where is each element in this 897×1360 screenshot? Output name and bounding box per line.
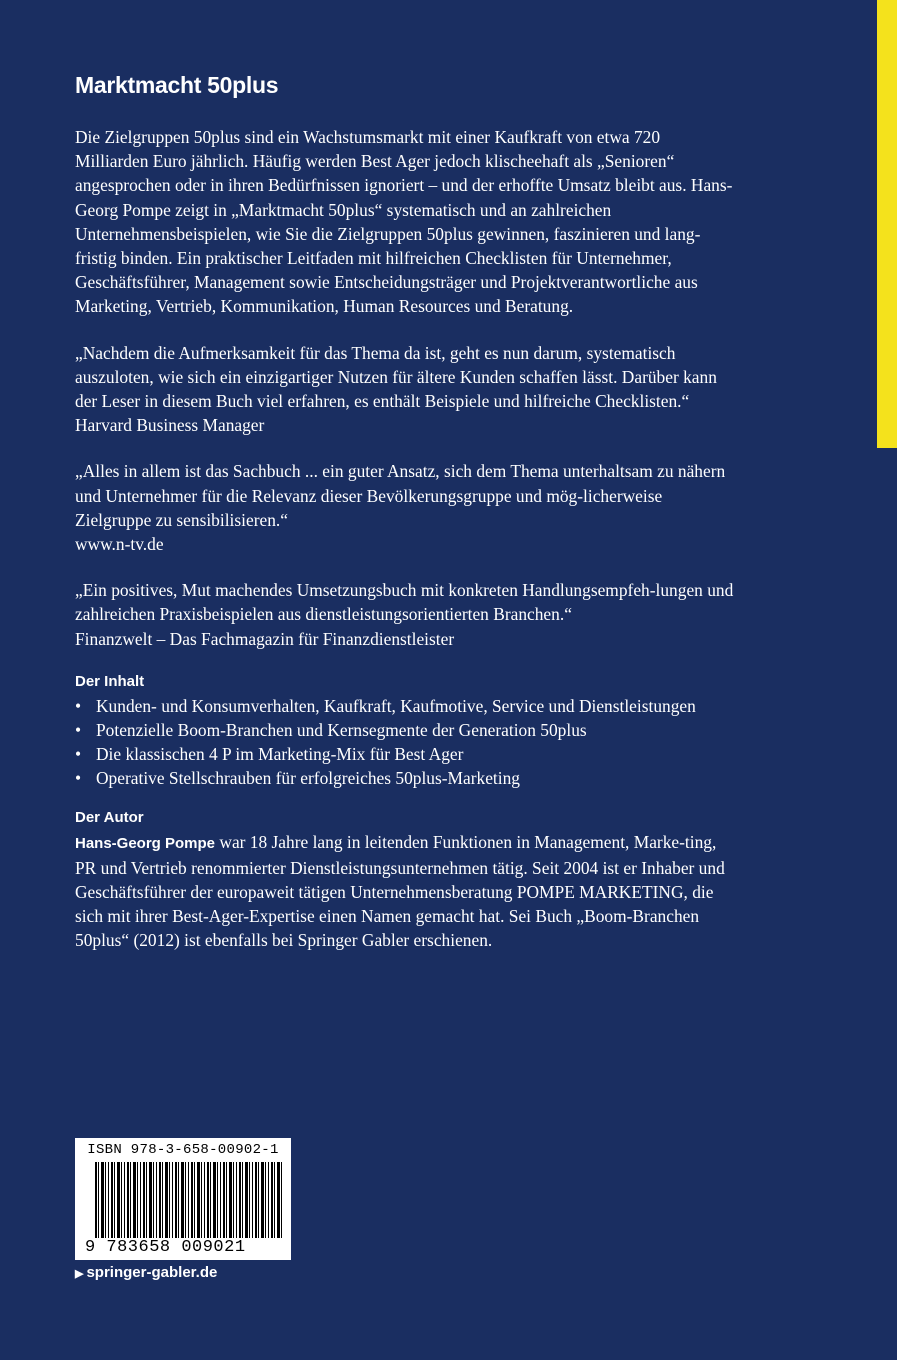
quote-text: „Alles in allem ist das Sachbuch ... ein guter Ansatz, sich dem Thema unterhaltsam zu nähern und Unternehmer für die Relevanz dieser Bevölkerungsgruppe und mög-licherweise Zielgruppe zu sensibilisieren.“ [75, 461, 726, 530]
list-item: • Potenzielle Boom-Branchen und Kernsegmente der Generation 50plus [75, 718, 735, 742]
author-bio: war 18 Jahre lang in leitenden Funktionen in Management, Marke-ting, PR und Vertrieb renommierter Dienstleistungsunternehmen tätig. Seit 2004 ist er Inhaber und Geschäftsführer der europaweit tätigen Unternehmensberatung POMPE MARKETING, die sich mit ihrer Best-Ager-Expertise einen Namen gemacht hat. Sei Buch „Boom-Branchen 50plus“ (2012) ist ebenfalls bei Springer Gabler erschienen. [75, 831, 725, 951]
book-title: Marktmacht 50plus [75, 72, 279, 98]
quote-text: „Ein positives, Mut machendes Umsetzungsbuch mit konkreten Handlungsempfeh-lungen und zahlreichen Praxisbeispielen aus dienstleistungsorientierten Branchen.“ [75, 580, 734, 625]
list-item: • Operative Stellschrauben für erfolgreiches 50plus-Marketing [75, 766, 735, 790]
publisher-url: springer-gabler.de [86, 1264, 218, 1281]
quote-source: Harvard Business Manager [75, 415, 265, 436]
accent-stripe [877, 0, 897, 448]
quote-2 [75, 459, 735, 556]
isbn-barcode [75, 1138, 291, 1260]
author-heading: Der Autor [75, 808, 144, 826]
quote-3 [75, 578, 735, 651]
quote-text: „Nachdem die Aufmerksamkeit für das Thema da ist, geht es nun darum, systematisch auszuloten, wie sich ein einzigartiger Nutzen für ältere Kunden schaffen lässt. Darüber kann der Leser in diesem Buch viel erfahren, es enthält Beispiele und hilfreiche Checklisten.“ [75, 342, 717, 412]
intro-paragraph: Die Zielgruppen 50plus sind ein Wachstumsmarkt mit einer Kaufkraft von etwa 720 Milliarden Euro jährlich. Häufig werden Best Ager jedoch klischeehaft als „Senioren“ angesprochen oder in ihren Bedürfnissen ignoriert – und der erhoffte Umsatz bleibt aus. Hans-Georg Pompe zeigt in „Marktmacht 50plus“ systematisch und an zahlreichen Unternehmensbeispielen, wie Sie die Zielgruppen 50plus gewinnen, faszinieren und lang-fristig binden. Ein praktischer Leitfaden mit hilfreichen Checklisten für Unternehmer, Geschäftsführer, Management sowie Entscheidungsträger und Projektverantwortliche aus Marketing, Vertrieb, Kommunikation, Human Resources und Beratung. [75, 127, 733, 317]
isbn-label: ISBN 978-3-658-00902-1 [87, 1142, 279, 1158]
contents-list [75, 694, 735, 791]
quote-source: Finanzwelt – Das Fachmagazin für Finanzdienstleister [75, 628, 455, 649]
quote-source: www.n-tv.de [75, 534, 164, 555]
contents-heading: Der Inhalt [75, 672, 145, 690]
quote-1 [75, 341, 735, 438]
barcode-bars [95, 1162, 283, 1238]
author-name: Hans-Georg Pompe [75, 834, 216, 852]
ean-number: 9 783658 009021 [85, 1238, 246, 1257]
publisher-link[interactable] [75, 1264, 217, 1281]
triangle-right-icon: ▶ [75, 1268, 84, 1280]
back-cover-text [75, 72, 735, 953]
list-item: • Die klassischen 4 P im Marketing-Mix für Best Ager [75, 742, 735, 766]
author-paragraph [75, 830, 735, 953]
list-item: • Kunden- und Konsumverhalten, Kaufkraft, Kaufmotive, Service und Dienstleistungen [75, 694, 735, 718]
